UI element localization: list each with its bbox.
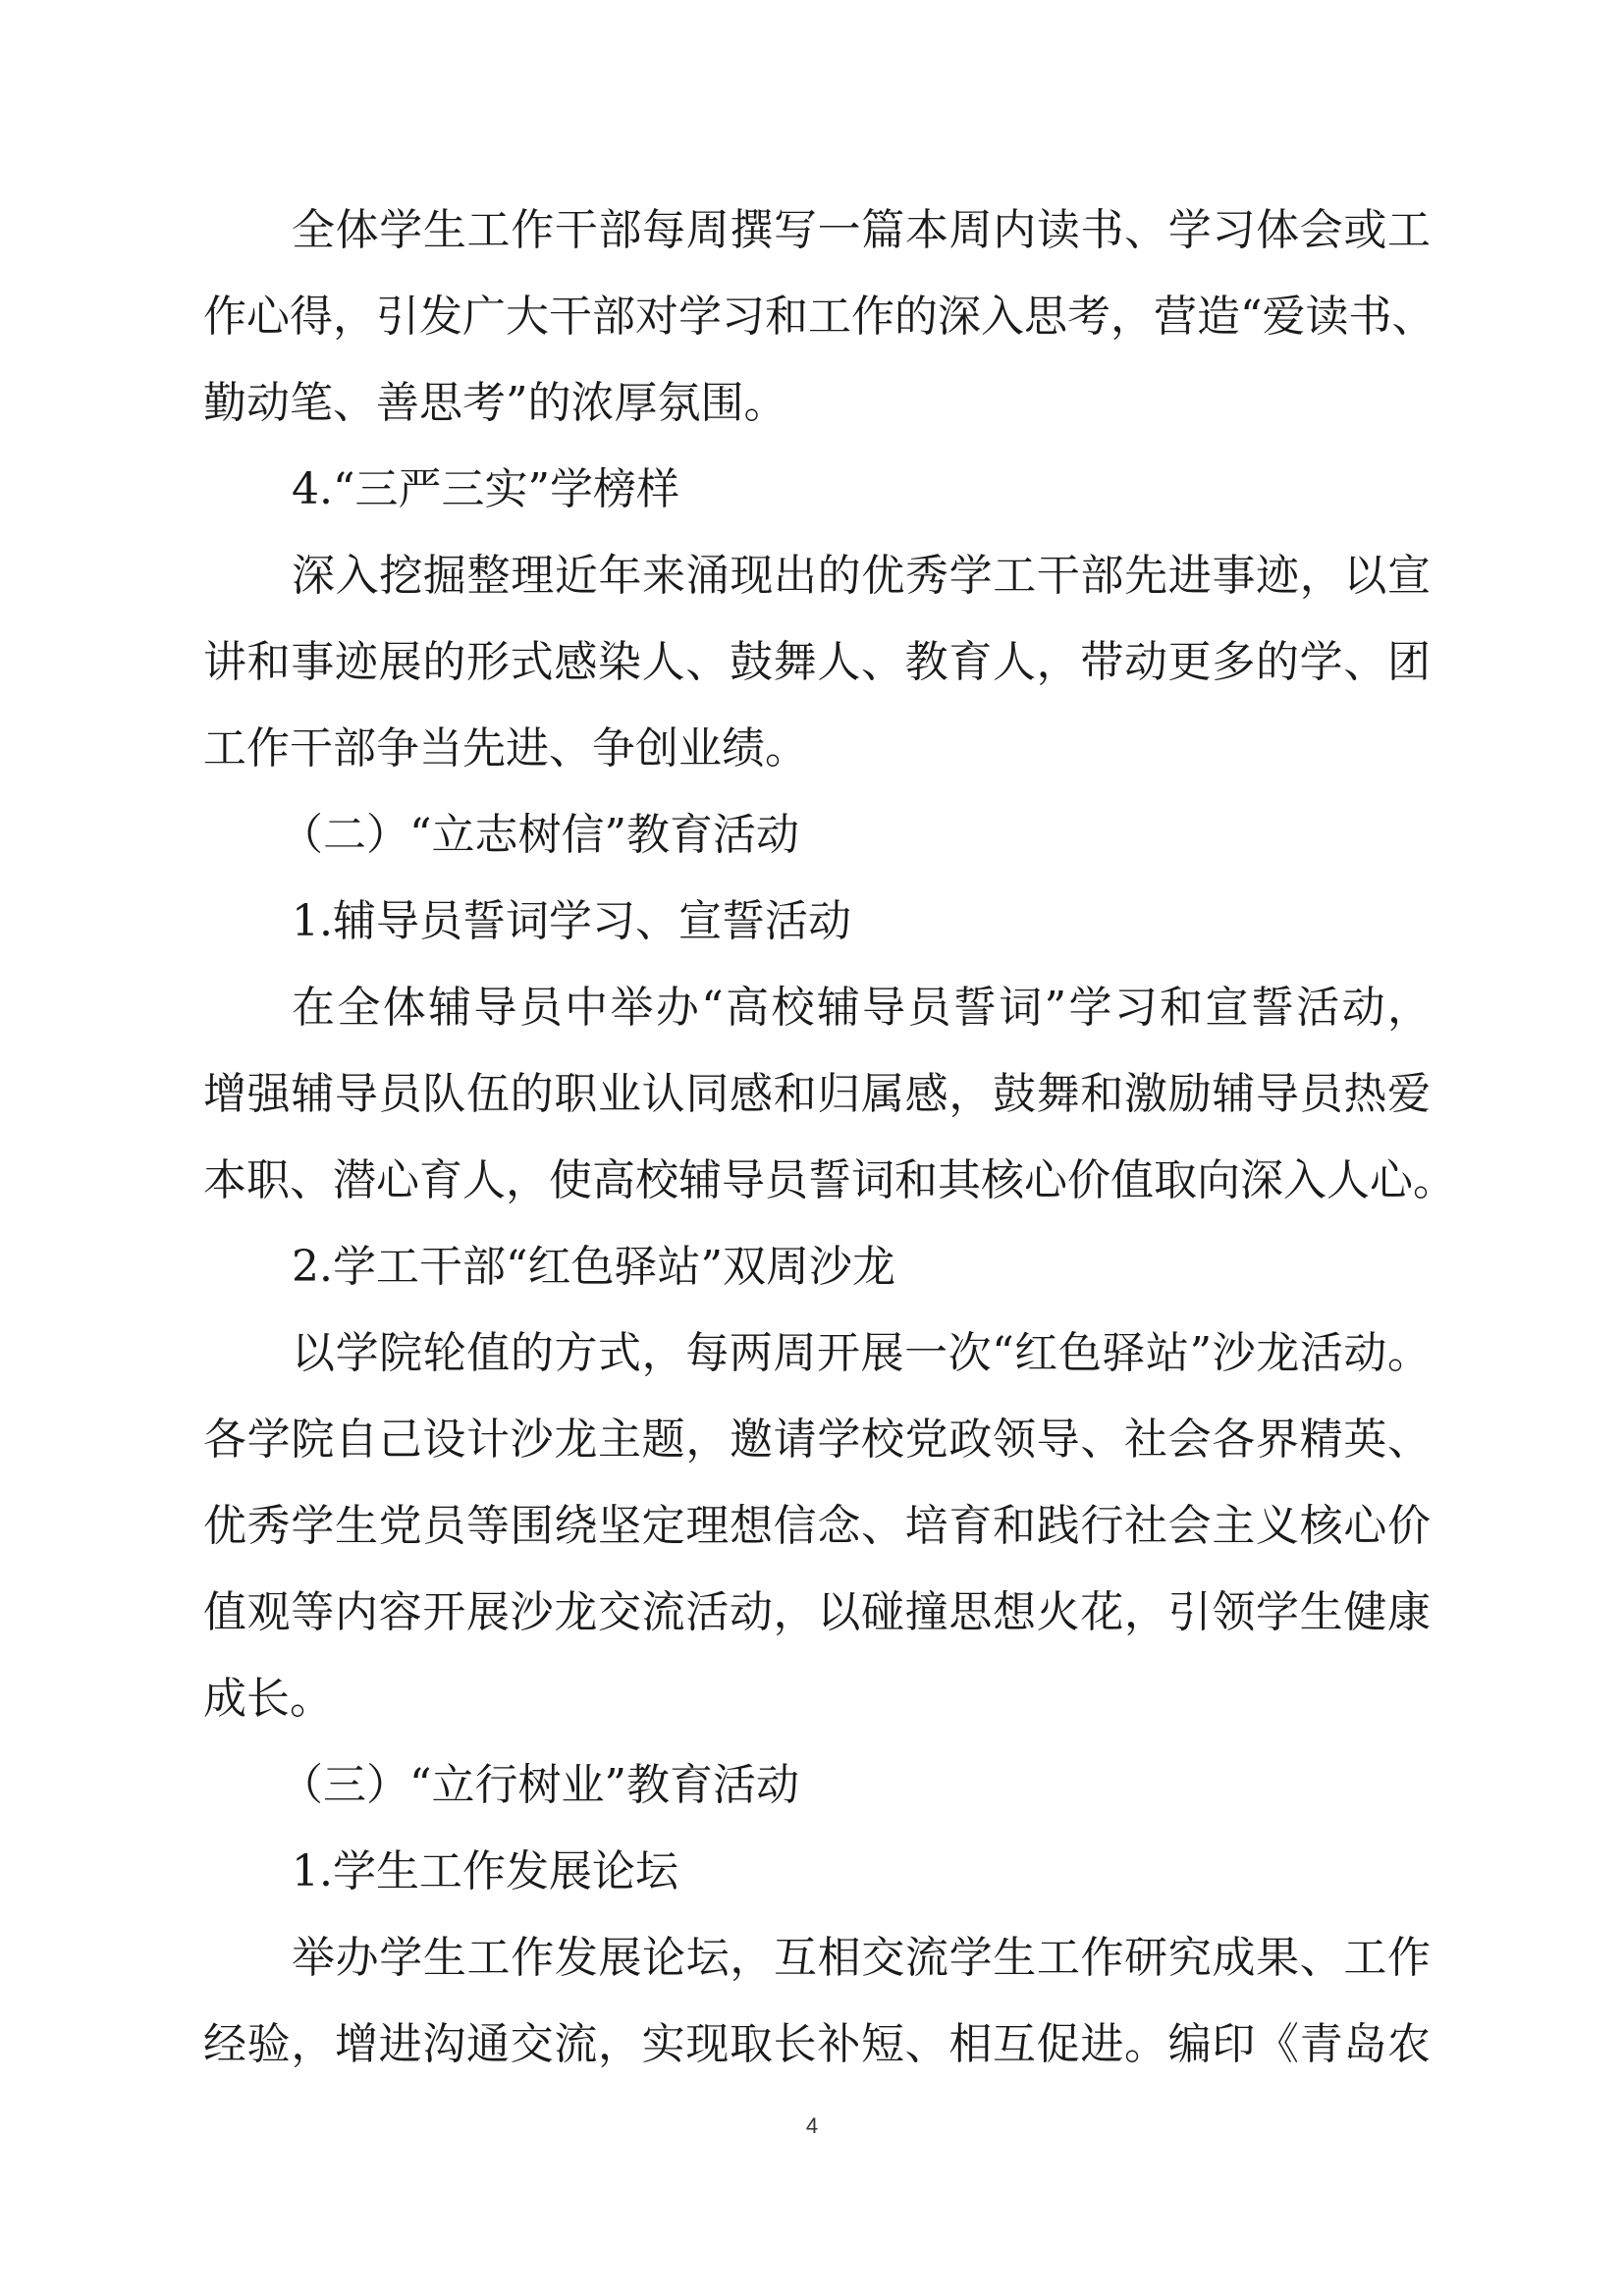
paragraph-line: 讲和事迹展的形式感染人、鼓舞人、教育人，带动更多的学、团 [203,637,1431,687]
paragraph-line: 深入挖掘整理近年来涌现出的优秀学工干部先进事迹，以宣 [292,551,1431,601]
paragraph-line: 全体学生工作干部每周撰写一篇本周内读书、学习体会或工 [292,205,1431,255]
paragraph-line: 优秀学生党员等围绕坚定理想信念、培育和践行社会主义核心价 [203,1501,1431,1551]
section-heading: 4.“三严三实”学榜样 [292,464,679,514]
paragraph-line: 勤动笔、善思考”的浓厚氛围。 [203,378,787,428]
paragraph-line: 增强辅导员队伍的职业认同感和归属感，鼓舞和激励辅导员热爱 [203,1069,1431,1119]
paragraph-line: 举办学生工作发展论坛，互相交流学生工作研究成果、工作 [292,1933,1431,1983]
paragraph-line: 各学院自己设计沙龙主题，邀请学校党政领导、社会各界精英、 [203,1415,1431,1465]
section-heading: 1.学生工作发展论坛 [292,1846,678,1896]
paragraph-line: 经验，增进沟通交流，实现取长补短、相互促进。编印《青岛农 [203,2019,1431,2069]
paragraph-line: 作心得，引发广大干部对学习和工作的深入思考，营造“爱读书、 [203,292,1435,342]
section-heading: （二）“立志树信”教育活动 [280,810,799,860]
paragraph-line: 在全体辅导员中举办“高校辅导员誓词”学习和宣誓活动， [292,983,1431,1033]
paragraph-line: 本职、潜心育人，使高校辅导员誓词和其核心价值取向深入人心。 [203,1155,1456,1205]
page-number: 4 [805,2113,819,2138]
paragraph-line: 以学院轮值的方式，每两周开展一次“红色驿站”沙龙活动。 [292,1328,1431,1378]
section-heading: （三）“立行树业”教育活动 [280,1760,799,1810]
paragraph-line: 成长。 [203,1674,333,1724]
section-heading: 1.辅导员誓词学习、宣誓活动 [292,896,851,946]
section-heading: 2.学工干部“红色驿站”双周沙龙 [292,1242,895,1292]
paragraph-line: 工作干部争当先进、争创业绩。 [203,723,808,774]
paragraph-line: 值观等内容开展沙龙交流活动，以碰撞思想火花，引领学生健康 [203,1587,1431,1637]
